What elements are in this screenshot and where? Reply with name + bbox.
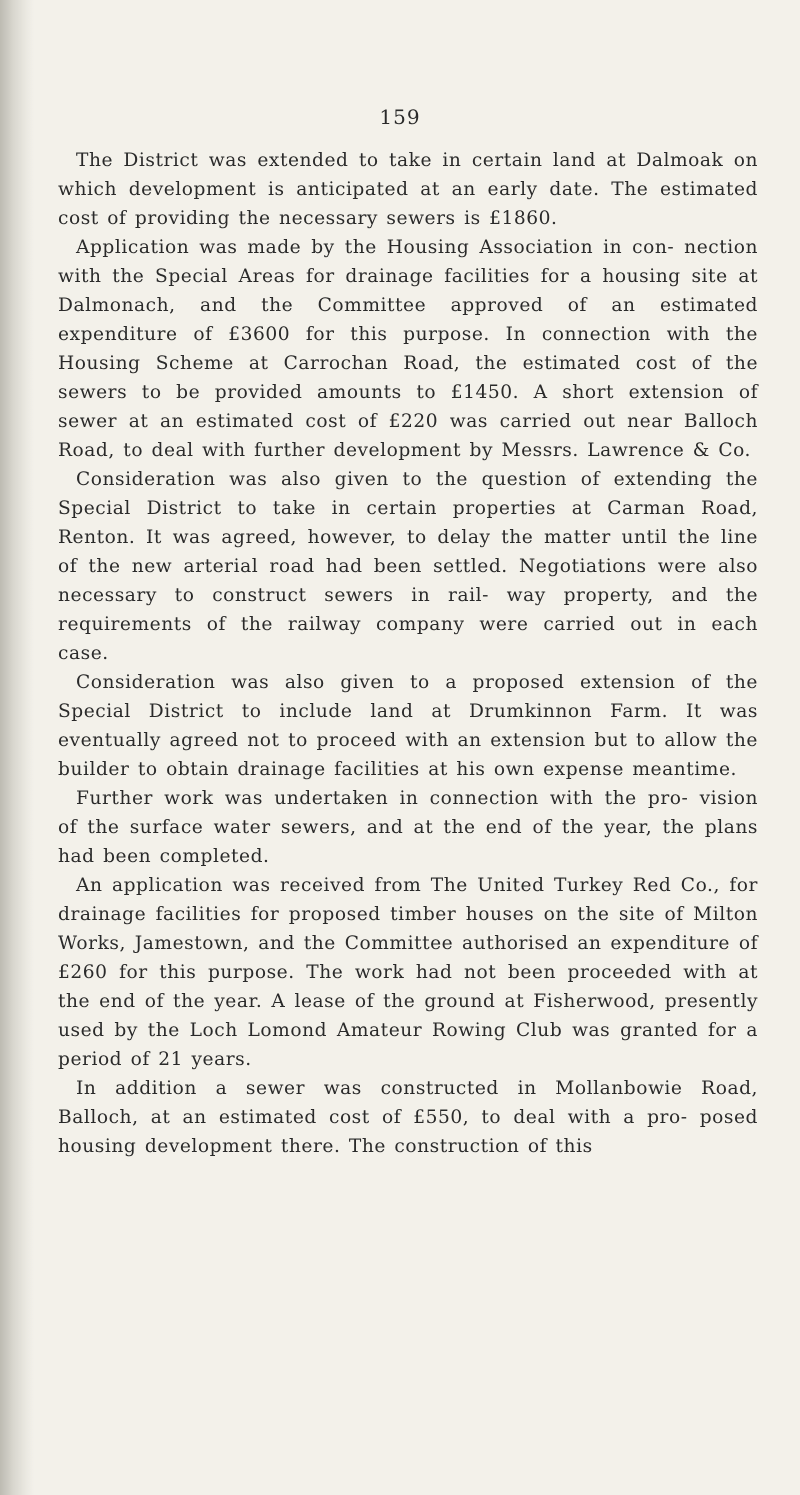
paragraph-dalmoak: The District was extended to take in certain land at Dalmoak on which development is anticipated at an early date. The estimated cost of providing the necessary sewers is £1860.	[58, 150, 758, 229]
page-gutter-shadow	[0, 0, 34, 1495]
body-text	[58, 146, 758, 1161]
paragraph-carman-road: Consideration was also given to the question of extending the Special District to take in certain properties at Carman Road, Renton. It was agreed, however, to delay the matter until the line of the new arterial road had been settled. Negotiations were also necessary to construct sewers in rail- way property, and the requirements of the railway company were carried out in each case.	[58, 469, 758, 664]
paragraph-mollanbowie-road: In addition a sewer was constructed in Mollanbowie Road, Balloch, at an estimated cost of £550, to deal with a pro- posed housing development there. The construction of this	[58, 1078, 758, 1157]
paragraph-drumkinnon-farm: Consideration was also given to a proposed extension of the Special District to include land at Drumkinnon Farm. It was eventually agreed not to proceed with an extension but to allow the builder to obtain drainage facilities at his own expense meantime.	[58, 672, 758, 780]
paragraph-surface-water: Further work was undertaken in connection with the pro- vision of the surface water sewers, and at the end of the year, the plans had been completed.	[58, 788, 758, 867]
page-number: 159	[379, 105, 421, 129]
paragraph-housing-association: Application was made by the Housing Association in con- nection with the Special Areas for drainage facilities for a housing site at Dalmonach, and the Committee approved of an estimated expenditure of £3600 for this purpose. In connection with the Housing Scheme at Carrochan Road, the estimated cost of the sewers to be provided amounts to £1450. A short extension of sewer at an estimated cost of £220 was carried out near Balloch Road, to deal with further development by Messrs. Lawrence & Co.	[58, 237, 758, 461]
paragraph-turkey-red: An application was received from The United Turkey Red Co., for drainage facilities for proposed timber houses on the site of Milton Works, Jamestown, and the Committee authorised an expenditure of £260 for this purpose. The work had not been proceeded with at the end of the year. A lease of the ground at Fisherwood, presently used by the Loch Lomond Amateur Rowing Club was granted for a period of 21 years.	[58, 875, 758, 1070]
